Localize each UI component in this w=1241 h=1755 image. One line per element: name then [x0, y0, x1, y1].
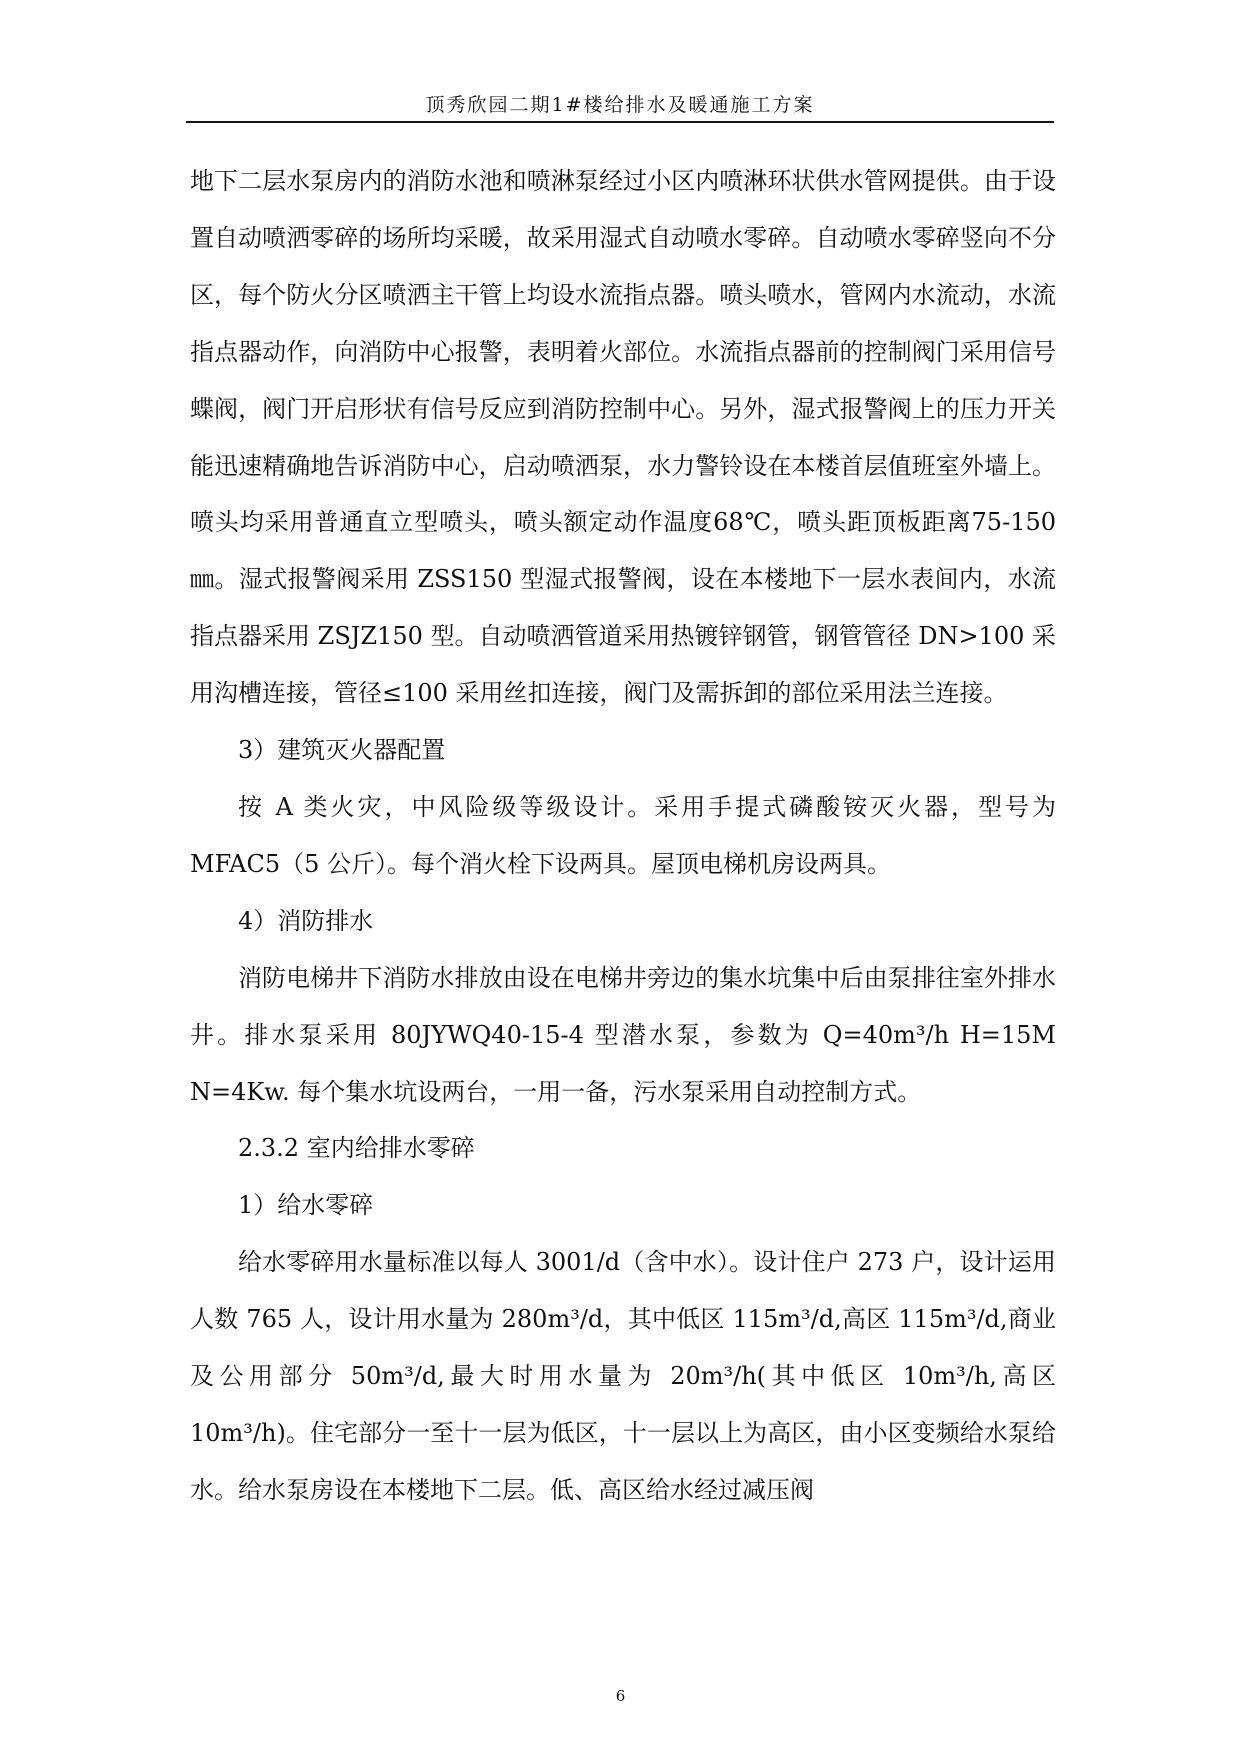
header-divider — [186, 121, 1054, 123]
heading-water-supply: 1）给水零碎 — [238, 1191, 374, 1220]
paragraph-fire-drainage: 消防电梯井下消防水排放由设在电梯井旁边的集水坑集中后由泵排往室外排水井。排水泵采用 80JYWQ40-15-4 型潜水泵，参数为 Q=40m³/h H=15M N=4Kw. 每个集水坑设两台，一用一备，污水泵采用自动控制方式。 — [190, 963, 1056, 1106]
heading-fire-drainage: 4）消防排水 — [238, 906, 374, 935]
paragraph-water-supply: 给水零碎用水量标准以每人 3001/d（含中水）。设计住户 273 户，设计运用人数 765 人，设计用水量为 280m³/d，其中低区 115m³/d,高区 115m³/d,商业及公用部分 50m³/d,最大时用水量为 20m³/h(其中低区 10m³/h,高区 10m³/h)。住宅部分一至十一层为低区，十一层以上为高区，由小区变频给水泵给水。给水泵房设在本楼地下二层。低、高区给水经过减压阀 — [190, 1248, 1056, 1504]
body-text — [190, 153, 1056, 1519]
running-header-title: 顶秀欣园二期1#楼给排水及暖通施工方案 — [425, 94, 815, 116]
paragraph-fire-extinguisher: 按 A 类火灾，中风险级等级设计。采用手提式磷酸铵灭火器，型号为 MFAC5（5 公斤）。每个消火栓下设两具。屋顶电梯机房设两具。 — [190, 792, 1056, 878]
paragraph-sprinkler-system: 地下二层水泵房内的消防水池和喷淋泵经过小区内喷淋环状供水管网提供。由于设置自动喷洒零碎的场所均采暖，故采用湿式自动喷水零碎。自动喷水零碎竖向不分区，每个防火分区喷洒主干管上均设水流指点器。喷头喷水，管网内水流动，水流指点器动作，向消防中心报警，表明着火部位。水流指点器前的控制阀门采用信号蝶阀，阀门开启形状有信号反应到消防控制中心。另外，湿式报警阀上的压力开关能迅速精确地告诉消防中心，启动喷洒泵，水力警铃设在本楼首层值班室外墙上。喷头均采用普通直立型喷头，喷头额定动作温度68℃，喷头距顶板距离75-150㎜。湿式报警阀采用 ZSS150 型湿式报警阀，设在本楼地下一层水表间内，水流指点器采用 ZSJZ150 型。自动喷洒管道采用热镀锌钢管，钢管管径 DN>100 采用沟槽连接，管径≤100 采用丝扣连接，阀门及需拆卸的部位采用法兰连接。 — [190, 167, 1056, 708]
heading-fire-extinguisher-config: 3）建筑灭火器配置 — [238, 736, 446, 765]
page-number: 6 — [615, 1687, 626, 1705]
section-heading-indoor-plumbing: 2.3.2 室内给排水零碎 — [238, 1134, 475, 1163]
